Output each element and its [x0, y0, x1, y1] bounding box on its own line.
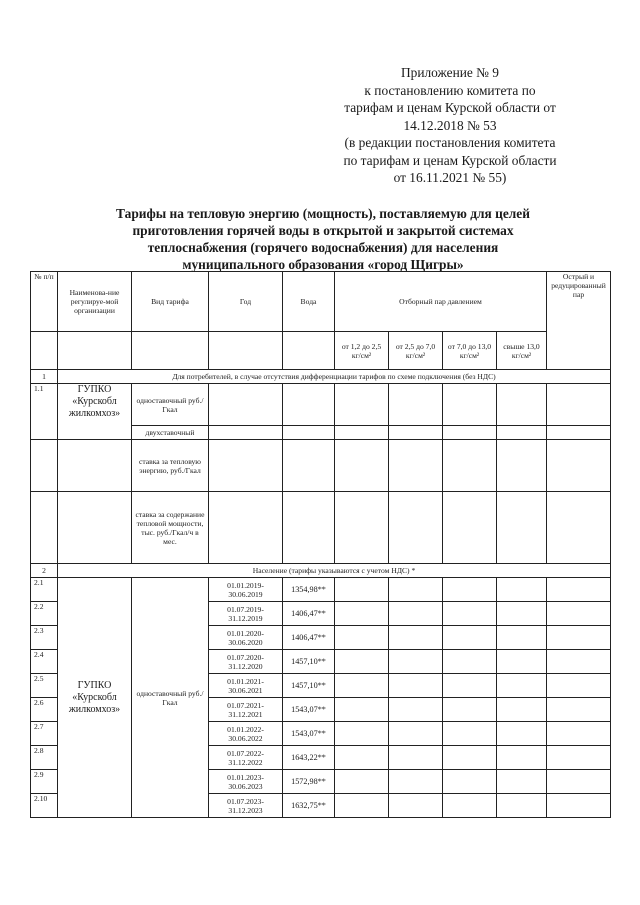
- appendix-line: тарифам и ценам Курской области от: [344, 100, 556, 115]
- tariff-value: 1543,07**: [283, 698, 335, 722]
- header-steam-col-3: от 7,0 до 13,0 кг/см²: [443, 332, 497, 370]
- table-row: [31, 492, 611, 564]
- title-line: приготовления горячей воды в открытой и закрытой системах: [132, 223, 514, 238]
- tariff-value: 1457,10**: [283, 650, 335, 674]
- table-row: [31, 384, 611, 426]
- section-num: 1: [31, 370, 58, 384]
- row-num: 2.4: [31, 650, 58, 674]
- period: 01.07.2022-31.12.2022: [209, 746, 283, 770]
- section-title: Население (тарифы указываются с учетом НДС) *: [58, 564, 611, 578]
- appendix-header: [300, 64, 600, 187]
- row-num: 2.6: [31, 698, 58, 722]
- row-num: 2.7: [31, 722, 58, 746]
- period: 01.07.2023-31.12.2023: [209, 794, 283, 818]
- section-num: 2: [31, 564, 58, 578]
- period: 01.01.2021-30.06.2021: [209, 674, 283, 698]
- title-line: Тарифы на тепловую энергию (мощность), поставляемую для целей: [116, 206, 530, 221]
- document-title: [40, 205, 606, 273]
- period: 01.07.2019-31.12.2019: [209, 602, 283, 626]
- row-num: 2.9: [31, 770, 58, 794]
- org-name: ГУПКО «Курскобл жилкомхоз»: [58, 384, 132, 440]
- header-steam-col-1: от 1,2 до 2,5 кг/см²: [335, 332, 389, 370]
- table-row: [31, 440, 611, 492]
- appendix-line: к постановлению комитета по: [364, 82, 536, 98]
- header-steam-col-4: свыше 13,0 кг/см²: [497, 332, 547, 370]
- tariff-value: 1643,22**: [283, 746, 335, 770]
- tariff-value: 1406,47**: [283, 626, 335, 650]
- tariff-value: 1354,98**: [283, 578, 335, 602]
- header-org: Наименова-ние регулируе-мой организации: [58, 272, 132, 332]
- tariff-table: [30, 271, 611, 818]
- row-num: 2.2: [31, 602, 58, 626]
- appendix-line: по тарифам и ценам Курской области: [343, 152, 557, 168]
- appendix-line: 14.12.2018 № 53: [403, 117, 497, 133]
- tariff-value: 1572,98**: [283, 770, 335, 794]
- title-line: теплоснабжения (горячего водоснабжения) для населения: [147, 240, 499, 255]
- section-title: Для потребителей, в случае отсутствия дифференциации тарифов по схеме подключения (без НДС): [58, 370, 611, 384]
- row-num: 2.1: [31, 578, 58, 602]
- tariff-value: 1457,10**: [283, 674, 335, 698]
- section-row: [31, 370, 611, 384]
- appendix-line: Приложение № 9: [400, 65, 500, 80]
- table-row: [31, 578, 611, 602]
- row-num: 2.5: [31, 674, 58, 698]
- tariff-type: одноставочный руб./Гкал: [132, 384, 209, 426]
- header-steam-col-2: от 2,5 до 7,0 кг/см²: [389, 332, 443, 370]
- energy-rate: ставка за тепловую энергию, руб./Гкал: [132, 440, 209, 492]
- period: 01.01.2022-30.06.2022: [209, 722, 283, 746]
- period: 01.01.2023-30.06.2023: [209, 770, 283, 794]
- appendix-line: (в редакции постановления комитета: [344, 135, 556, 150]
- header-sharp-steam: Острый и редуцированный пар: [547, 272, 611, 370]
- tariff-value: 1632,75**: [283, 794, 335, 818]
- header-row: [31, 272, 611, 332]
- row-num: 2.8: [31, 746, 58, 770]
- tariff-type: одноставочный руб./Гкал: [132, 578, 209, 818]
- period: 01.01.2020-30.06.2020: [209, 626, 283, 650]
- org-name: ГУПКО «Курскобл жилкомхоз»: [58, 578, 132, 818]
- tariff-value: 1543,07**: [283, 722, 335, 746]
- appendix-line: от 16.11.2021 № 55): [393, 170, 507, 185]
- header-num: № п/п: [31, 272, 58, 332]
- row-num: 1.1: [31, 384, 58, 440]
- row-num: 2.3: [31, 626, 58, 650]
- header-tariff-type: Вид тарифа: [132, 272, 209, 332]
- tariff-value: 1406,47**: [283, 602, 335, 626]
- header-steam: Отборный пар давлением: [335, 272, 547, 332]
- section-row: [31, 564, 611, 578]
- period: 01.01.2019-30.06.2019: [209, 578, 283, 602]
- period: 01.07.2020-31.12.2020: [209, 650, 283, 674]
- header-year: Год: [209, 272, 283, 332]
- period: 01.07.2021-31.12.2021: [209, 698, 283, 722]
- subheader-row: [31, 332, 611, 370]
- header-water: Вода: [283, 272, 335, 332]
- title-line: муниципального образования «город Щигры»: [182, 257, 464, 272]
- capacity-rate: ставка за содержание тепловой мощности, тыс. руб./Гкал/ч в мес.: [132, 492, 209, 564]
- tariff-type: двухставочный: [132, 426, 209, 440]
- row-num: 2.10: [31, 794, 58, 818]
